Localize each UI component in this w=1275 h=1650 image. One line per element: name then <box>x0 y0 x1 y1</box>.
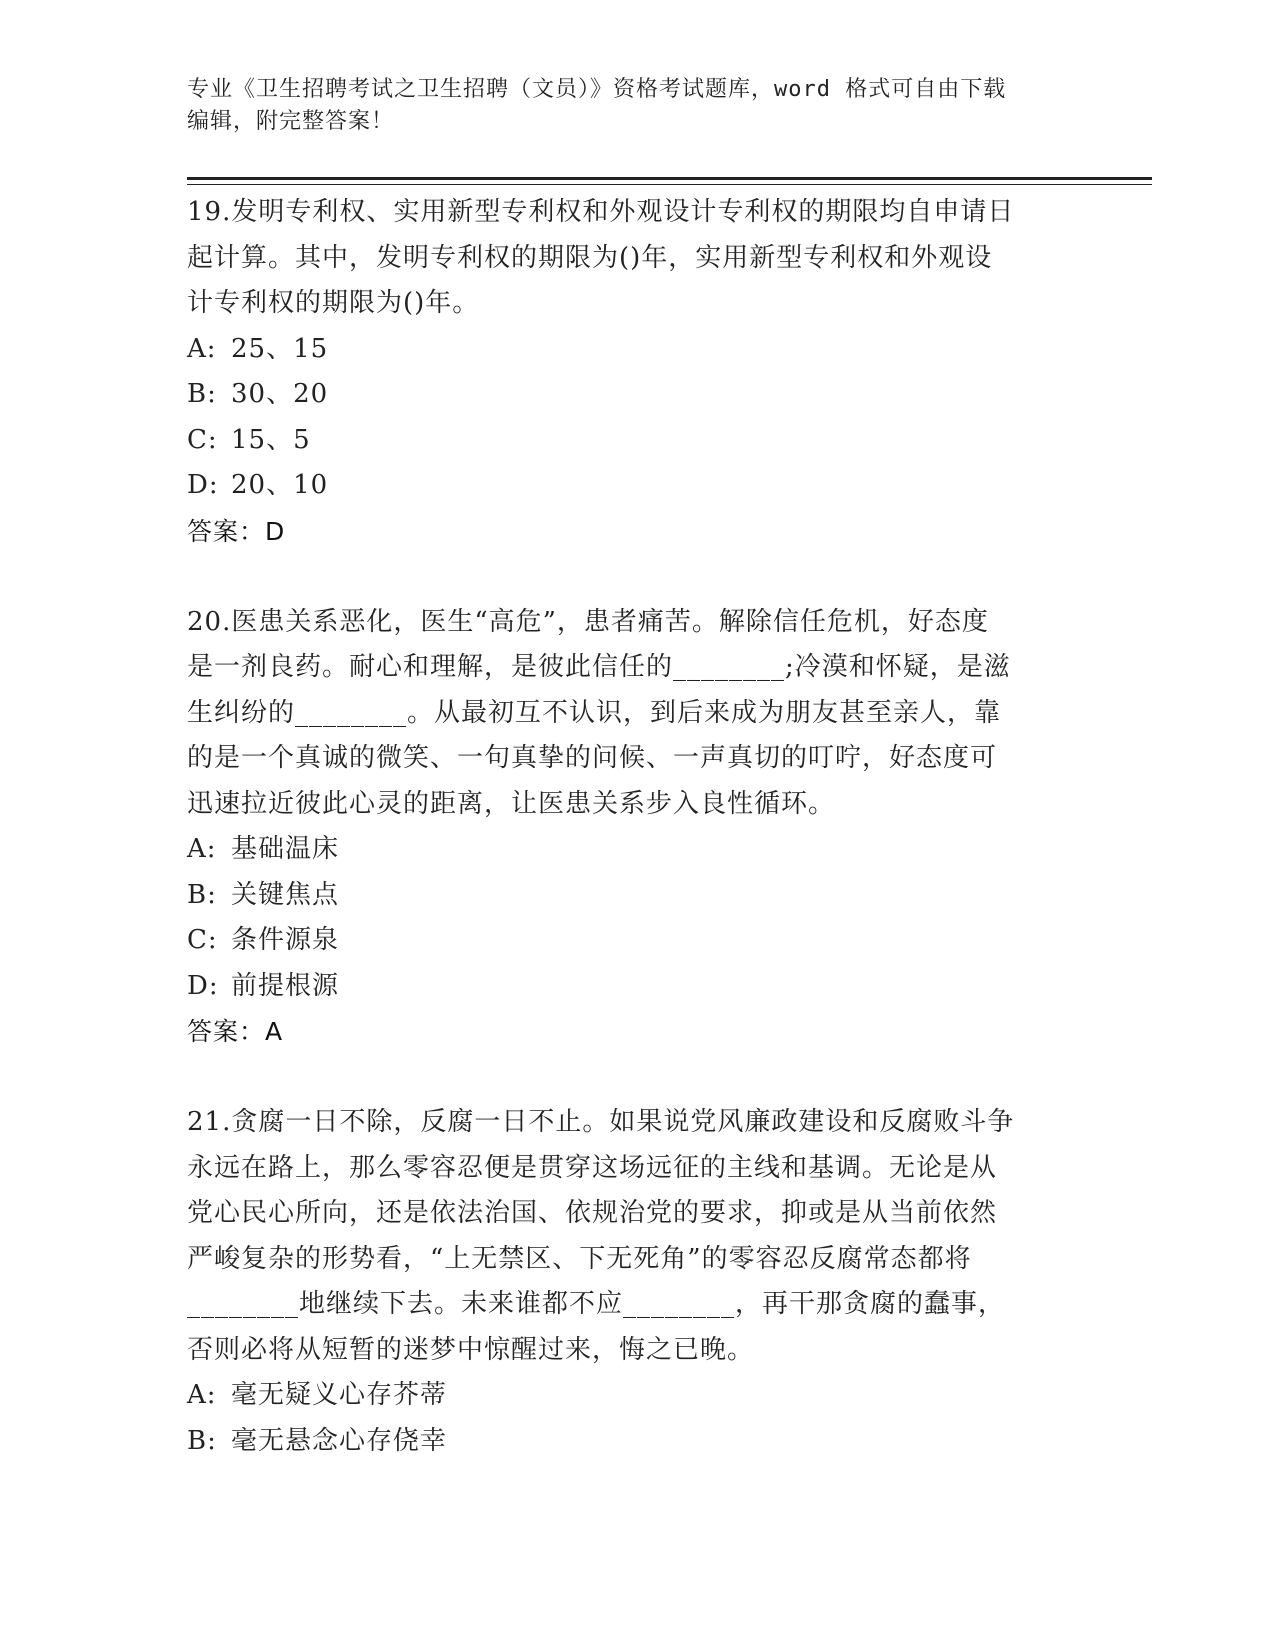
option-text: 25、15 <box>231 333 329 364</box>
document-header <box>187 74 1087 138</box>
option-b <box>187 873 1087 919</box>
option-d <box>187 964 1087 1010</box>
header-divider-thick <box>187 177 1152 180</box>
question-stem-line: 永远在路上，那么零容忍便是贯穿这场远征的主线和基调。无论是从 <box>187 1152 998 1183</box>
option-text: 毫无悬念心存侥幸 <box>231 1425 448 1456</box>
option-text: 关键焦点 <box>231 879 340 910</box>
option-letter: A: <box>187 834 217 864</box>
question-stem-line: 生纠纷的________。从最初互不认识，到后来成为朋友甚至亲人，靠 <box>187 697 1002 728</box>
option-letter: D: <box>187 970 219 1001</box>
option-text: 基础温床 <box>231 834 340 864</box>
question-spacer <box>187 554 1087 600</box>
question-stem-line: 19.发明专利权、实用新型专利权和外观设计专利权的期限均自申请日 <box>187 197 1015 227</box>
question-19 <box>187 190 1087 554</box>
question-spacer <box>187 1055 1087 1101</box>
option-letter: A: <box>187 1380 217 1410</box>
option-letter: B: <box>187 1425 217 1456</box>
answer-line: 答案：D <box>187 516 286 546</box>
option-b <box>187 1419 1087 1465</box>
option-text: 30、20 <box>231 379 329 409</box>
question-list <box>187 190 1087 1464</box>
question-stem-line: ________地继续下去。未来谁都不应________，再干那贪腐的蠢事， <box>187 1289 1006 1319</box>
option-d <box>187 463 1087 509</box>
option-text: 20、10 <box>231 470 329 500</box>
option-a <box>187 1373 1087 1419</box>
option-letter: B: <box>187 879 217 910</box>
option-c <box>187 918 1087 964</box>
option-text: 前提根源 <box>231 970 340 1001</box>
option-letter: A: <box>187 333 217 364</box>
question-stem-line: 的是一个真诚的微笑、一句真挚的问候、一声真切的叮咛，好态度可 <box>187 743 998 773</box>
option-a <box>187 327 1087 373</box>
answer-line: 答案：A <box>187 1017 284 1046</box>
question-stem-line: 严峻复杂的形势看，“上无禁区、下无死角”的零容忍反腐常态都将 <box>187 1243 972 1274</box>
option-b <box>187 372 1087 418</box>
header-line-1: 专业《卫生招聘考试之卫生招聘（文员）》资格考试题库，word 格式可自由下载 <box>187 77 1007 102</box>
option-letter: C: <box>187 424 218 455</box>
question-stem-line: 计专利权的期限为()年。 <box>187 288 480 318</box>
header-divider-thin <box>187 184 1152 185</box>
question-stem-line: 否则必将从短暂的迷梦中惊醒过来，悔之已晚。 <box>187 1334 755 1365</box>
question-21 <box>187 1100 1087 1464</box>
option-text: 15、5 <box>231 424 311 455</box>
question-stem-line: 20.医患关系恶化，医生“高危”，患者痛苦。解除信任危机，好态度 <box>187 606 989 637</box>
option-letter: C: <box>187 925 218 955</box>
question-stem-line: 党心民心所向，还是依法治国、依规治党的要求，抑或是从当前依然 <box>187 1198 998 1228</box>
option-text: 毫无疑义心存芥蒂 <box>231 1380 448 1410</box>
question-20 <box>187 600 1087 1055</box>
option-letter: D: <box>187 470 219 500</box>
option-c <box>187 418 1087 464</box>
option-letter: B: <box>187 379 217 409</box>
option-a <box>187 827 1087 873</box>
question-stem-line: 是一剂良药。耐心和理解，是彼此信任的________;冷漠和怀疑，是滋 <box>187 652 1011 682</box>
question-stem-line: 迅速拉近彼此心灵的距离，让医患关系步入良性循环。 <box>187 788 836 819</box>
question-stem-line: 21.贪腐一日不除，反腐一日不止。如果说党风廉政建设和反腐败斗争 <box>187 1107 1015 1137</box>
option-text: 条件源泉 <box>231 925 340 955</box>
question-stem-line: 起计算。其中，发明专利权的期限为()年，实用新型专利权和外观设 <box>187 242 993 273</box>
header-line-2: 编辑，附完整答案！ <box>187 109 395 134</box>
